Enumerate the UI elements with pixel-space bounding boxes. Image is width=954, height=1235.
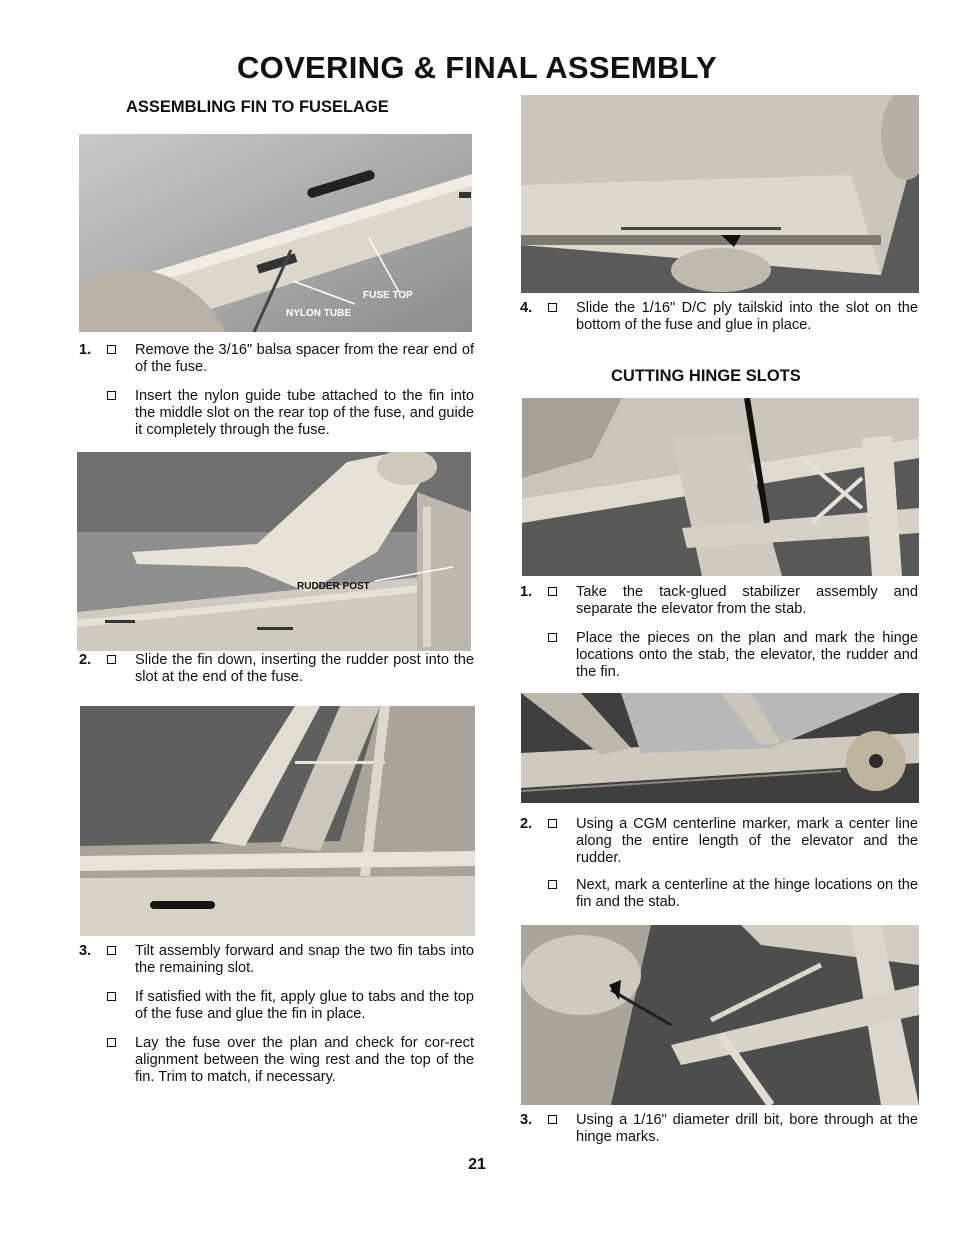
checkbox[interactable] bbox=[107, 946, 116, 955]
heading-cutting-hinge-slots: CUTTING HINGE SLOTS bbox=[611, 367, 801, 385]
page-title: COVERING & FINAL ASSEMBLY bbox=[236, 50, 718, 85]
checkbox[interactable] bbox=[548, 587, 557, 596]
checkbox[interactable] bbox=[548, 303, 557, 312]
checkbox[interactable] bbox=[548, 880, 557, 889]
photo-marking-hinges bbox=[522, 398, 919, 576]
checkbox[interactable] bbox=[548, 819, 557, 828]
label-rudder-post: RUDDER POST bbox=[297, 581, 370, 592]
checkbox[interactable] bbox=[548, 1115, 557, 1124]
photo-fin-tabs bbox=[80, 706, 475, 936]
label-fuse-top: FUSE TOP bbox=[363, 290, 413, 301]
checkbox[interactable] bbox=[107, 391, 116, 400]
heading-assembling-fin: ASSEMBLING FIN TO FUSELAGE bbox=[126, 98, 389, 116]
checkbox[interactable] bbox=[107, 345, 116, 354]
checkbox[interactable] bbox=[548, 633, 557, 642]
photo-rudder-post bbox=[77, 452, 471, 651]
photo-centerline-marker bbox=[521, 693, 919, 803]
checkbox[interactable] bbox=[107, 1038, 116, 1047]
photo-drilling-hinges bbox=[521, 925, 919, 1105]
page-number: 21 bbox=[468, 1156, 486, 1173]
photo-tailskid bbox=[521, 95, 919, 293]
checkbox[interactable] bbox=[107, 655, 116, 664]
checkbox[interactable] bbox=[107, 992, 116, 1001]
photo-fin-slots bbox=[79, 134, 472, 332]
label-nylon-tube: NYLON TUBE bbox=[286, 308, 351, 319]
